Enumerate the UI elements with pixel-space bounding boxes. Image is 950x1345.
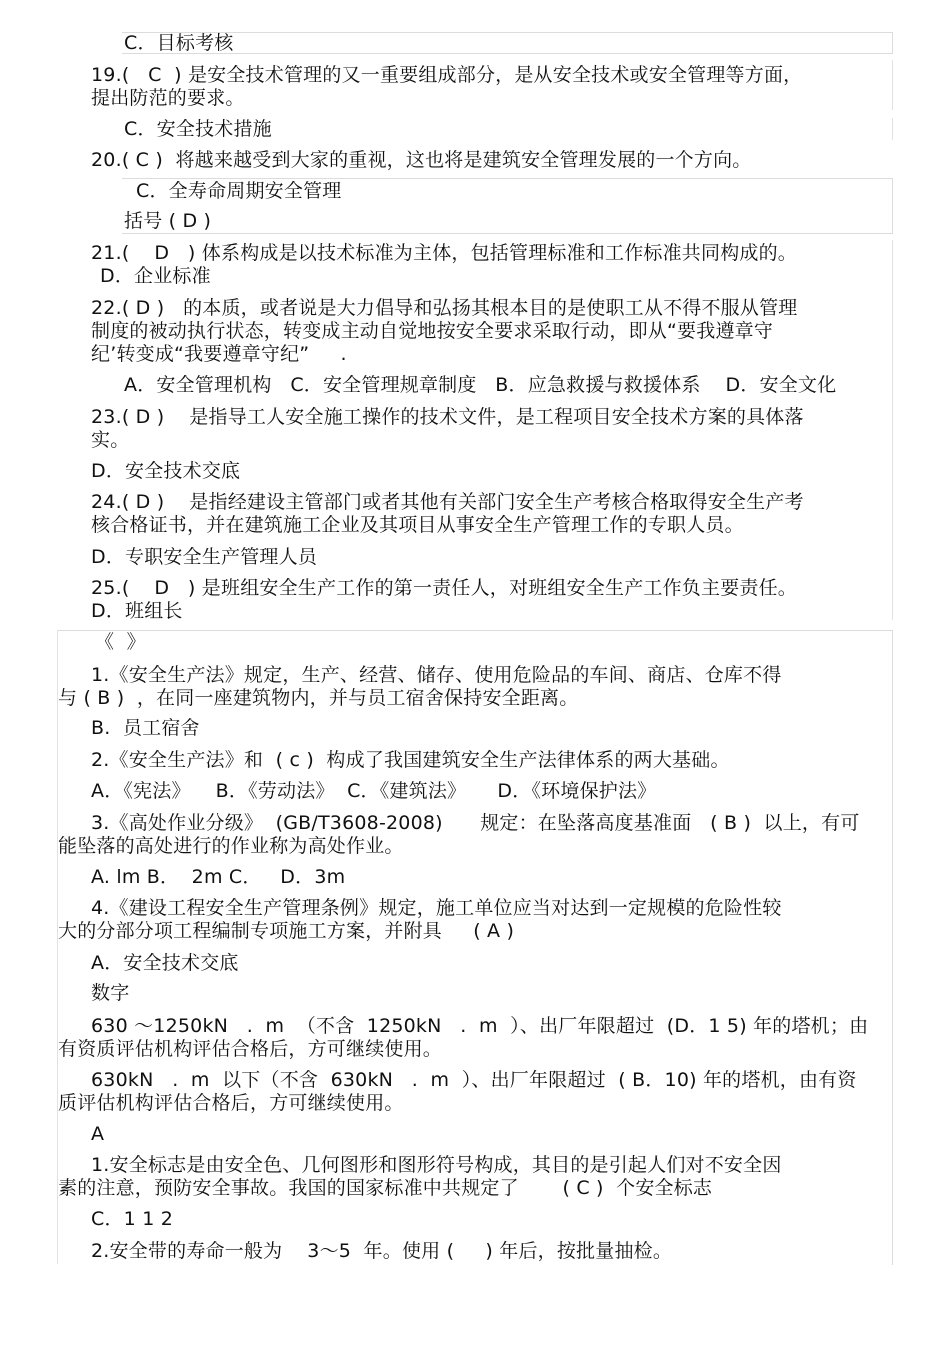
question-text: 1.安全标志是由安全色、几何图形和图形符号构成，其目的是引起人们对不安全因 <box>91 1154 782 1176</box>
question-text: 630 ～1250kN . m （不含 1250kN . m ）、出厂年限超过 (D．1 5) 年的塔机；由 <box>91 1015 869 1037</box>
option-line: A．《宪法》 B．《劳动法》 C．《建筑法》 D．《环境保护法》 <box>91 780 657 802</box>
question-text: 4.《建设工程安全生产管理条例》规定，施工单位应当对达到一定规模的危险性较 <box>91 897 782 919</box>
option-line: C．全寿命周期安全管理 <box>136 180 342 202</box>
question-text: 有资质评估机构评估合格后，方可继续使用。 <box>58 1038 443 1060</box>
option-line: D．安全技术交底 <box>91 460 241 482</box>
question-text: 2.《安全生产法》和 ( c ) 构成了我国建筑安全生产法律体系的两大基础。 <box>91 749 730 771</box>
option-line: C．1 1 2 <box>91 1208 174 1230</box>
question-text: 1.《安全生产法》规定，生产、经营、储存、使用危险品的车间、商店、仓库不得 <box>91 664 782 686</box>
question-text: 纪’转变成“我要遵章守纪” . <box>91 343 347 365</box>
question-text: 实。 <box>91 429 130 451</box>
option-line: D．专职安全生产管理人员 <box>91 546 318 568</box>
note-text: 括号 ( D ) <box>124 210 212 232</box>
question-text: 核合格证书，并在建筑施工企业及其项目从事安全生产管理工作的专职人员。 <box>91 514 744 536</box>
question-text: 25.( D ) 是班组安全生产工作的第一责任人，对班组安全生产工作负主要责任。 <box>91 577 797 599</box>
option-line: B. 员工宿舍 <box>91 717 200 739</box>
question-text: 提出防范的要求。 <box>91 87 245 109</box>
question-text: 质评估机构评估合格后，方可继续使用。 <box>58 1092 404 1114</box>
option-line: C．安全技术措施 <box>124 118 272 140</box>
question-text: 23.( D ) 是指导工人安全施工操作的技术文件，是工程项目安全技术方案的具体落 <box>91 406 804 428</box>
question-text: 20.( C ) 将越来越受到大家的重视，这也将是建筑安全管理发展的一个方向。 <box>91 149 752 171</box>
question-text: 19.( C ) 是安全技术管理的又一重要组成部分，是从安全技术或安全管理等方面， <box>91 64 803 86</box>
option-line: A. lm B． 2m C． D．3m <box>91 866 346 888</box>
question-text: 制度的被动执行状态，转变成主动自觉地按安全要求采取行动，即从“要我遵章守 <box>91 320 774 342</box>
question-text: 2.安全带的寿命一般为 3～5 年。使用 ( ) 年后，按批量抽检。 <box>91 1240 673 1262</box>
question-text: 24.( D ) 是指经建设主管部门或者其他有关部门安全生产考核合格取得安全生产考 <box>91 491 804 513</box>
question-text: 与 ( B ) ，在同一座建筑物内，并与员工宿舍保持安全距离。 <box>58 687 579 709</box>
question-text: 21.( D ) 体系构成是以技术标准为主体，包括管理标准和工作标准共同构成的。 <box>91 242 797 264</box>
section-subtitle: 数字 <box>91 982 130 1004</box>
question-text: 素的注意，预防安全事故。我国的国家标准中共规定了 ( C ) 个安全标志 <box>58 1177 713 1199</box>
option-line: C．目标考核 <box>124 32 234 54</box>
frame-line <box>57 630 58 1264</box>
question-text: 3.《高处作业分级》 (GB/T3608-2008) 规定：在坠落高度基准面 ( B ) 以上，有可 <box>91 812 860 834</box>
option-line: A．安全技术交底 <box>91 952 239 974</box>
option-line: D．班组长 <box>91 600 183 622</box>
frame-line <box>892 118 893 140</box>
frame-line <box>892 240 893 620</box>
section-subtitle: A <box>91 1123 105 1145</box>
question-text: 大的分部分项工程编制专项施工方案，并附具 ( A ) <box>58 920 515 942</box>
question-text: 22.( D ) 的本质，或者说是大力倡导和弘扬其根本目的是使职工从不得不服从管理 <box>91 297 798 319</box>
option-line: D．企业标准 <box>100 265 211 287</box>
question-text: 630kN . m 以下（不含 630kN . m ）、出厂年限超过 ( B．10) 年的塔机，由有资 <box>91 1069 857 1091</box>
frame-line <box>892 60 893 110</box>
frame-box <box>122 32 893 54</box>
option-line: A．安全管理机构 C．安全管理规章制度 B．应急救援与救援体系 D．安全文化 <box>124 374 837 396</box>
question-text: 能坠落的高处进行的作业称为高处作业。 <box>58 835 404 857</box>
section-title: 《 》 <box>95 631 146 653</box>
